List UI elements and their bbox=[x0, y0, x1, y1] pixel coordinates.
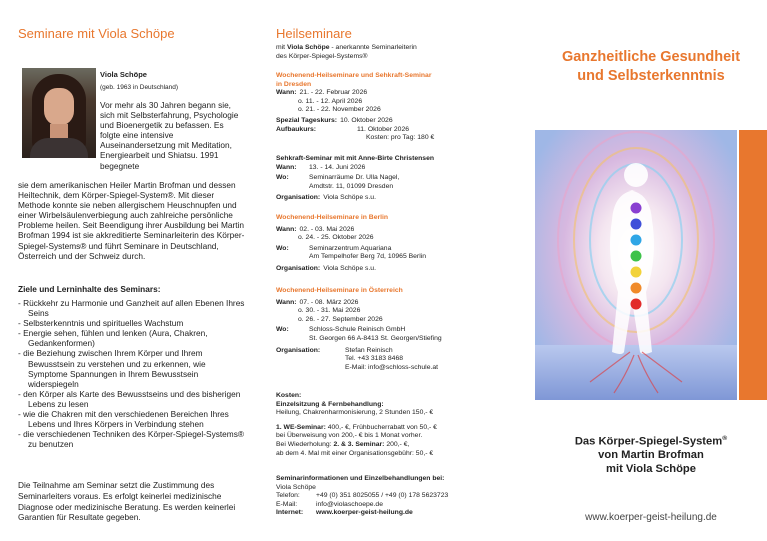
chakra-point bbox=[631, 219, 642, 230]
column-viola bbox=[18, 0, 243, 541]
bio-text-top: Vor mehr als 30 Jahren begann sie, sich mit Selbsterfahrung, Psychologie und Bioenergetik zu befassen. Es folgte eine intensive Auseinandersetzung mit Meditation, Energiearbeit und Shiatsu. 1991 begegnete bbox=[100, 100, 239, 171]
disclaimer: Die Teilnahme am Seminar setzt die Zustimmung des Seminarleiters voraus. Es erfolgt keinerlei medizinische Diagnose oder medizinische Beratung. Es werden keinerlei Garantien für Resultate gegeben. bbox=[18, 480, 236, 523]
email-link[interactable]: info@violaschoepe.de bbox=[316, 500, 383, 508]
aura-illustration bbox=[535, 130, 737, 400]
heading-dresden: Wochenend-Heilseminare und Sehkraft-Seminar bbox=[276, 72, 432, 79]
accent-bar bbox=[739, 130, 767, 400]
website-link[interactable]: www.koerper-geist-heilung.de bbox=[316, 509, 413, 517]
goal-item: - Rückkehr zu Harmonie und Ganzheit auf allen Ebenen Ihres Seins bbox=[18, 298, 246, 318]
goal-item: - Selbsterkenntnis und spirituelles Wachstum bbox=[18, 318, 246, 328]
block-berlin: Wochenend-Heilseminare in Berlin Wann: 02. - 03. Mai 2026 o. 24. - 25. Oktober 2026 Wo: Seminarzentrum Aquariana Am Tempelhofer Berg 7d, 10965 Berlin Organisation: Viola Schöpe s.u. bbox=[276, 214, 427, 272]
cover-title: Ganzheitliche Gesundheit und Selbsterkenntnis bbox=[561, 49, 741, 84]
chakra-point bbox=[631, 283, 642, 294]
goal-item: - wie die Chakren mit den verschiedenen Bereichen Ihres Lebens und Ihres Körpers in Verbindung stehen bbox=[18, 409, 246, 429]
chakra-point bbox=[631, 299, 642, 310]
goals-title: Ziele und Lerninhalte des Seminars: bbox=[18, 284, 161, 294]
goal-item: - die verschiedenen Techniken des Körper-Spiegel-Systems® zu benutzen bbox=[18, 429, 246, 449]
portrait-photo bbox=[22, 68, 96, 158]
section-title: Heilseminare bbox=[276, 26, 352, 41]
goals-list bbox=[18, 298, 246, 449]
goal-item: - Energie sehen, fühlen und lenken (Aura, Chakren, Gedankenformen) bbox=[18, 328, 246, 348]
goal-item: - den Körper als Karte des Bewusstseins und des bisherigen Lebens zu lesen bbox=[18, 389, 246, 409]
column-seminars bbox=[276, 0, 492, 541]
block-costs: Kosten: Einzelsitzung & Fernbehandlung: Heilung, Chakrenharmonisierung, 2 Stunden 150,- € 1. WE-Seminar: 400,- €, Frühbucherrabatt von 50,- € bei Überweisung von 200,- € bis 1 Monat vorher. Bei Wiederholung: 2. & 3. Seminar: 200,- €, ab dem 4. Mal mit einer Organisationsgebühr: 50,- € bbox=[276, 392, 437, 457]
goal-item: - die Beziehung zwischen Ihrem Körper und Ihrem Bewusstsein zu verstehen und zu erkennen, wie Symptome Spannungen in Ihrem Bewusstsein widerspiegeln bbox=[18, 348, 246, 388]
chakra-point bbox=[631, 203, 642, 214]
block-contact: Seminarinformationen und Einzelbehandlungen bei: Viola Schöpe Telefon: +49 (0) 351 8025055 / +49 (0) 178 5623723 E-Mail: info@violaschoepe.de Internet: www.koerper-geist-heilung.de bbox=[276, 475, 449, 517]
bio-text: sie dem amerikanischen Heiler Martin Brofman und dessen Heiltechnik, dem Körper-Spiegel-System®. Mit dieser Methode konnte sie neben allergischem Heuschnupfen und einer Wirbelsäulenverbiegung auch zahlreiche persönliche Probleme heilen. Seit Beendigung ihrer Ausbildung bei Martin Brofman 1994 ist sie akkreditierte Seminarleiterin des Körper-Spiegel-Systems® und führt Seminare in Deutschland, Österreich und der Schweiz durch. bbox=[18, 180, 245, 261]
column-cover bbox=[535, 0, 767, 541]
block-dresden: Wochenend-Heilseminare und Sehkraft-Seminar in Dresden Wann: 21. - 22. Februar 2026 o. 11. - 12. April 2026 o. 21. - 22. November 2026 Spezial Tageskurs: 10. Oktober 2026 Aufbaukurs: 11. Oktober 2026 Kosten: pro Tag: 180 € bbox=[276, 72, 492, 143]
chakra-point bbox=[631, 267, 642, 278]
block-austria: Wochenend-Heilseminare in Österreich Wann: 07. - 08. März 2026 o. 30. - 31. Mai 2026 o. 26. - 27. September 2026 Wo: Schloss-Schule Reinisch GmbH St. Georgen 66 A-8413 St. Georgen/Stiefing Organisation: Stefan Reinisch Tel. +43 3183 8468 E-Mail: info@schloss-schule.at bbox=[276, 287, 442, 371]
cover-subtitle: Das Körper-Spiegel-System® von Martin Brofman mit Viola Schöpe bbox=[574, 435, 728, 475]
intro: mit Viola Schöpe - anerkannte Seminarleiterin des Körper-Spiegel-Systems® bbox=[276, 44, 417, 60]
website-url[interactable]: www.koerper-geist-heilung.de bbox=[585, 512, 717, 523]
bio-born: (geb. 1963 in Deutschland) bbox=[100, 84, 179, 91]
section-title: Seminare mit Viola Schöpe bbox=[18, 26, 175, 41]
chakra-point bbox=[631, 251, 642, 262]
block-sehkraft: Sehkraft-Seminar mit mit Anne-Birte Christensen Wann: 13. - 14. Juni 2026 Wo: Seminarräume Dr. Ulla Nagel, Amdtstr. 11, 01099 Dresden Organisation: Viola Schöpe s.u. bbox=[276, 155, 434, 202]
bio-name: Viola Schöpe bbox=[100, 70, 147, 79]
chakra-point bbox=[631, 235, 642, 246]
